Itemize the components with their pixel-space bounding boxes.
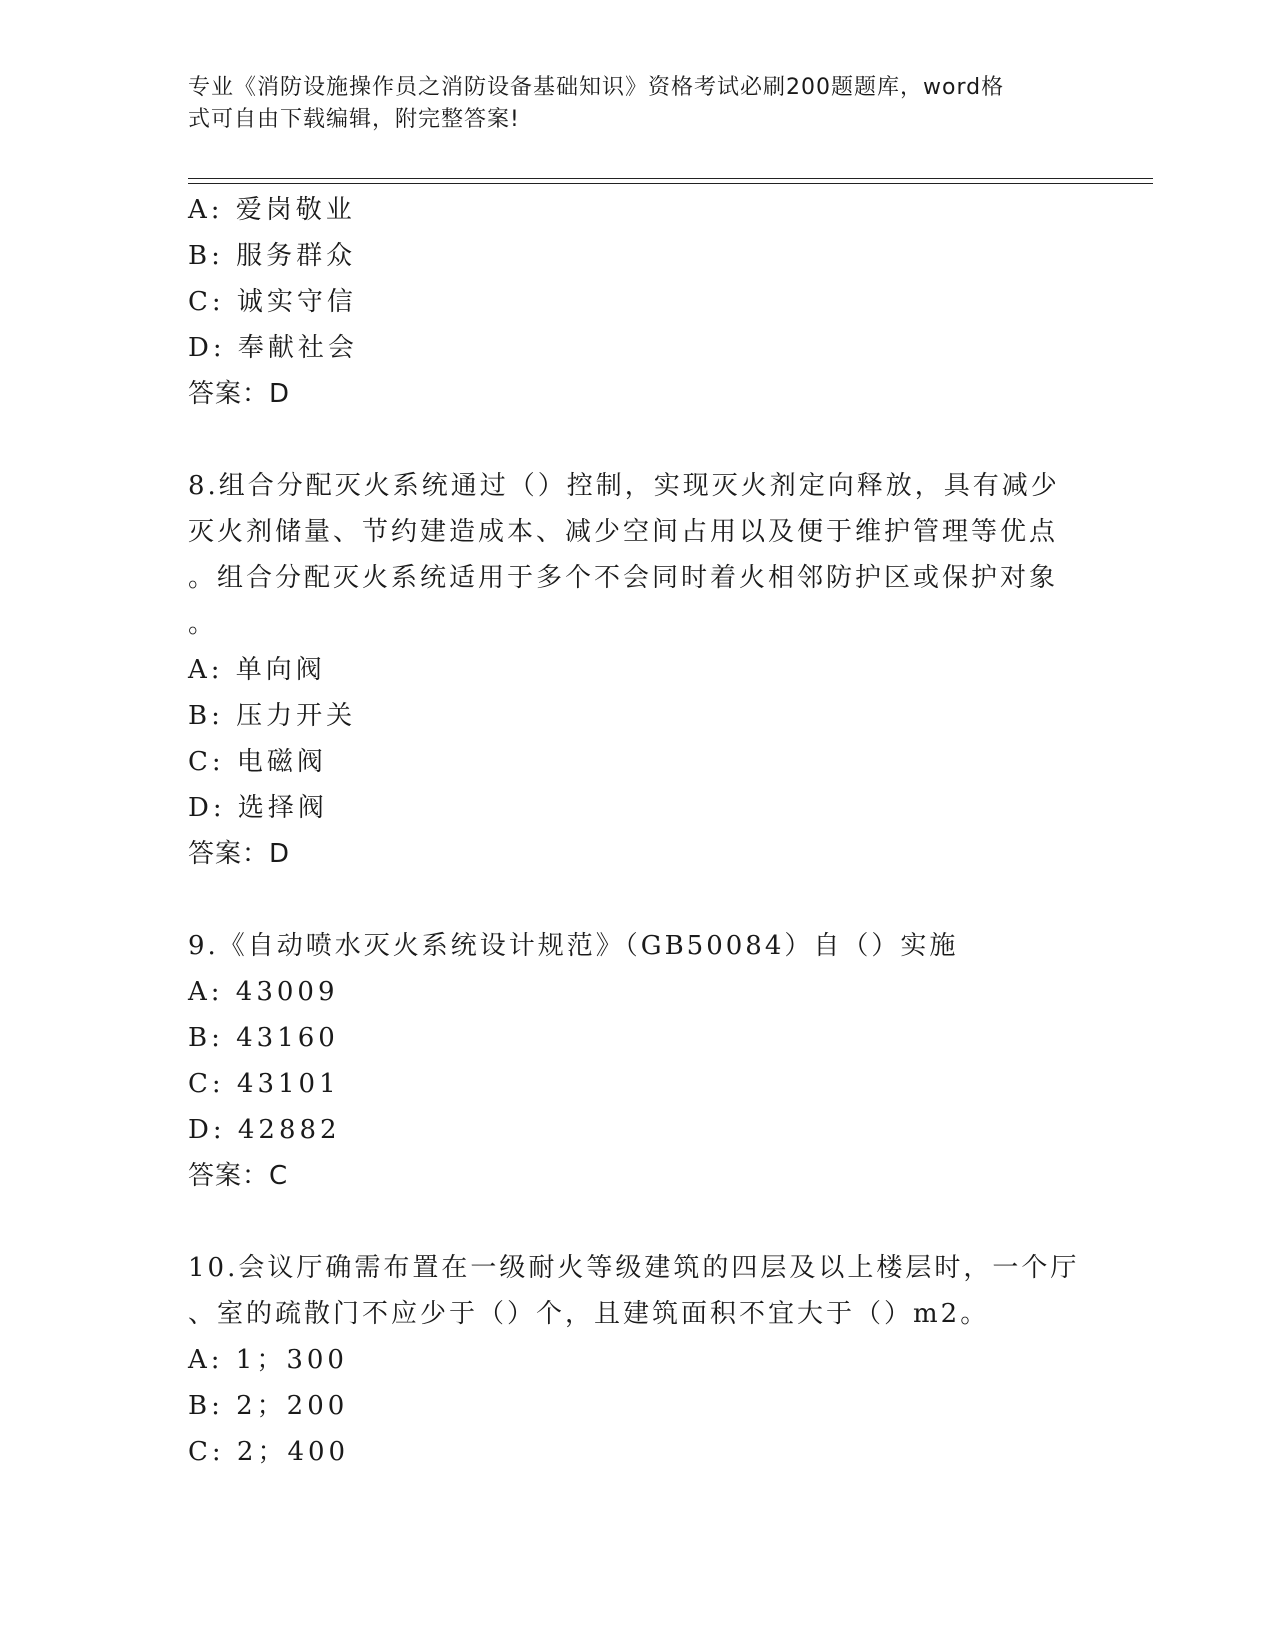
header-line-2: 式可自由下载编辑，附完整答案! bbox=[188, 107, 520, 132]
question-8 bbox=[188, 463, 1088, 877]
spacer bbox=[188, 877, 1088, 923]
option-c: C: 诚实守信 bbox=[188, 287, 357, 317]
question-7 bbox=[188, 187, 1088, 417]
answer-line: 答案：D bbox=[188, 379, 291, 409]
question-9 bbox=[188, 923, 1088, 1199]
question-line: 9.《自动喷水灭火系统设计规范》（GB50084）自（）实施 bbox=[188, 931, 959, 961]
header-divider-top bbox=[188, 178, 1153, 179]
question-text bbox=[188, 463, 1088, 647]
option-b: B: 43160 bbox=[188, 1023, 339, 1053]
option-c: C: 电磁阀 bbox=[188, 747, 327, 777]
question-10 bbox=[188, 1245, 1088, 1475]
option-b: B: 2；200 bbox=[188, 1391, 349, 1421]
document-header bbox=[188, 72, 1068, 136]
question-line: 灭火剂储量、节约建造成本、减少空间占用以及便于维护管理等优点 bbox=[188, 517, 1059, 547]
question-text bbox=[188, 923, 1088, 969]
option-a: A: 43009 bbox=[188, 977, 339, 1007]
option-a: A: 1；300 bbox=[188, 1345, 348, 1375]
question-line: 。 bbox=[188, 609, 218, 639]
option-c: C: 43101 bbox=[188, 1069, 340, 1099]
option-a: A: 爱岗敬业 bbox=[188, 195, 356, 225]
option-c: C: 2；400 bbox=[188, 1437, 350, 1467]
answer-line: 答案：C bbox=[188, 1161, 289, 1191]
spacer bbox=[188, 1199, 1088, 1245]
question-text bbox=[188, 1245, 1088, 1337]
option-b: B: 压力开关 bbox=[188, 701, 357, 731]
header-divider-bottom bbox=[188, 183, 1153, 184]
option-d: D: 选择阀 bbox=[188, 793, 328, 823]
option-d: D: 42882 bbox=[188, 1115, 341, 1145]
spacer bbox=[188, 417, 1088, 463]
header-line-1: 专业《消防设施操作员之消防设备基础知识》资格考试必刷200题题库，word格 bbox=[188, 75, 1005, 100]
option-d: D: 奉献社会 bbox=[188, 333, 358, 363]
answer-line: 答案：D bbox=[188, 839, 291, 869]
question-line: 10.会议厅确需布置在一级耐火等级建筑的四层及以上楼层时，一个厅 bbox=[188, 1253, 1080, 1283]
question-line: 、室的疏散门不应少于（）个，且建筑面积不宜大于（）m2。 bbox=[188, 1299, 990, 1329]
question-line: 。组合分配灭火系统适用于多个不会同时着火相邻防护区或保护对象 bbox=[188, 563, 1059, 593]
question-line: 8.组合分配灭火系统通过（）控制，实现灭火剂定向释放，具有减少 bbox=[188, 471, 1060, 501]
option-b: B: 服务群众 bbox=[188, 241, 357, 271]
option-a: A: 单向阀 bbox=[188, 655, 326, 685]
document-body bbox=[188, 187, 1088, 1475]
